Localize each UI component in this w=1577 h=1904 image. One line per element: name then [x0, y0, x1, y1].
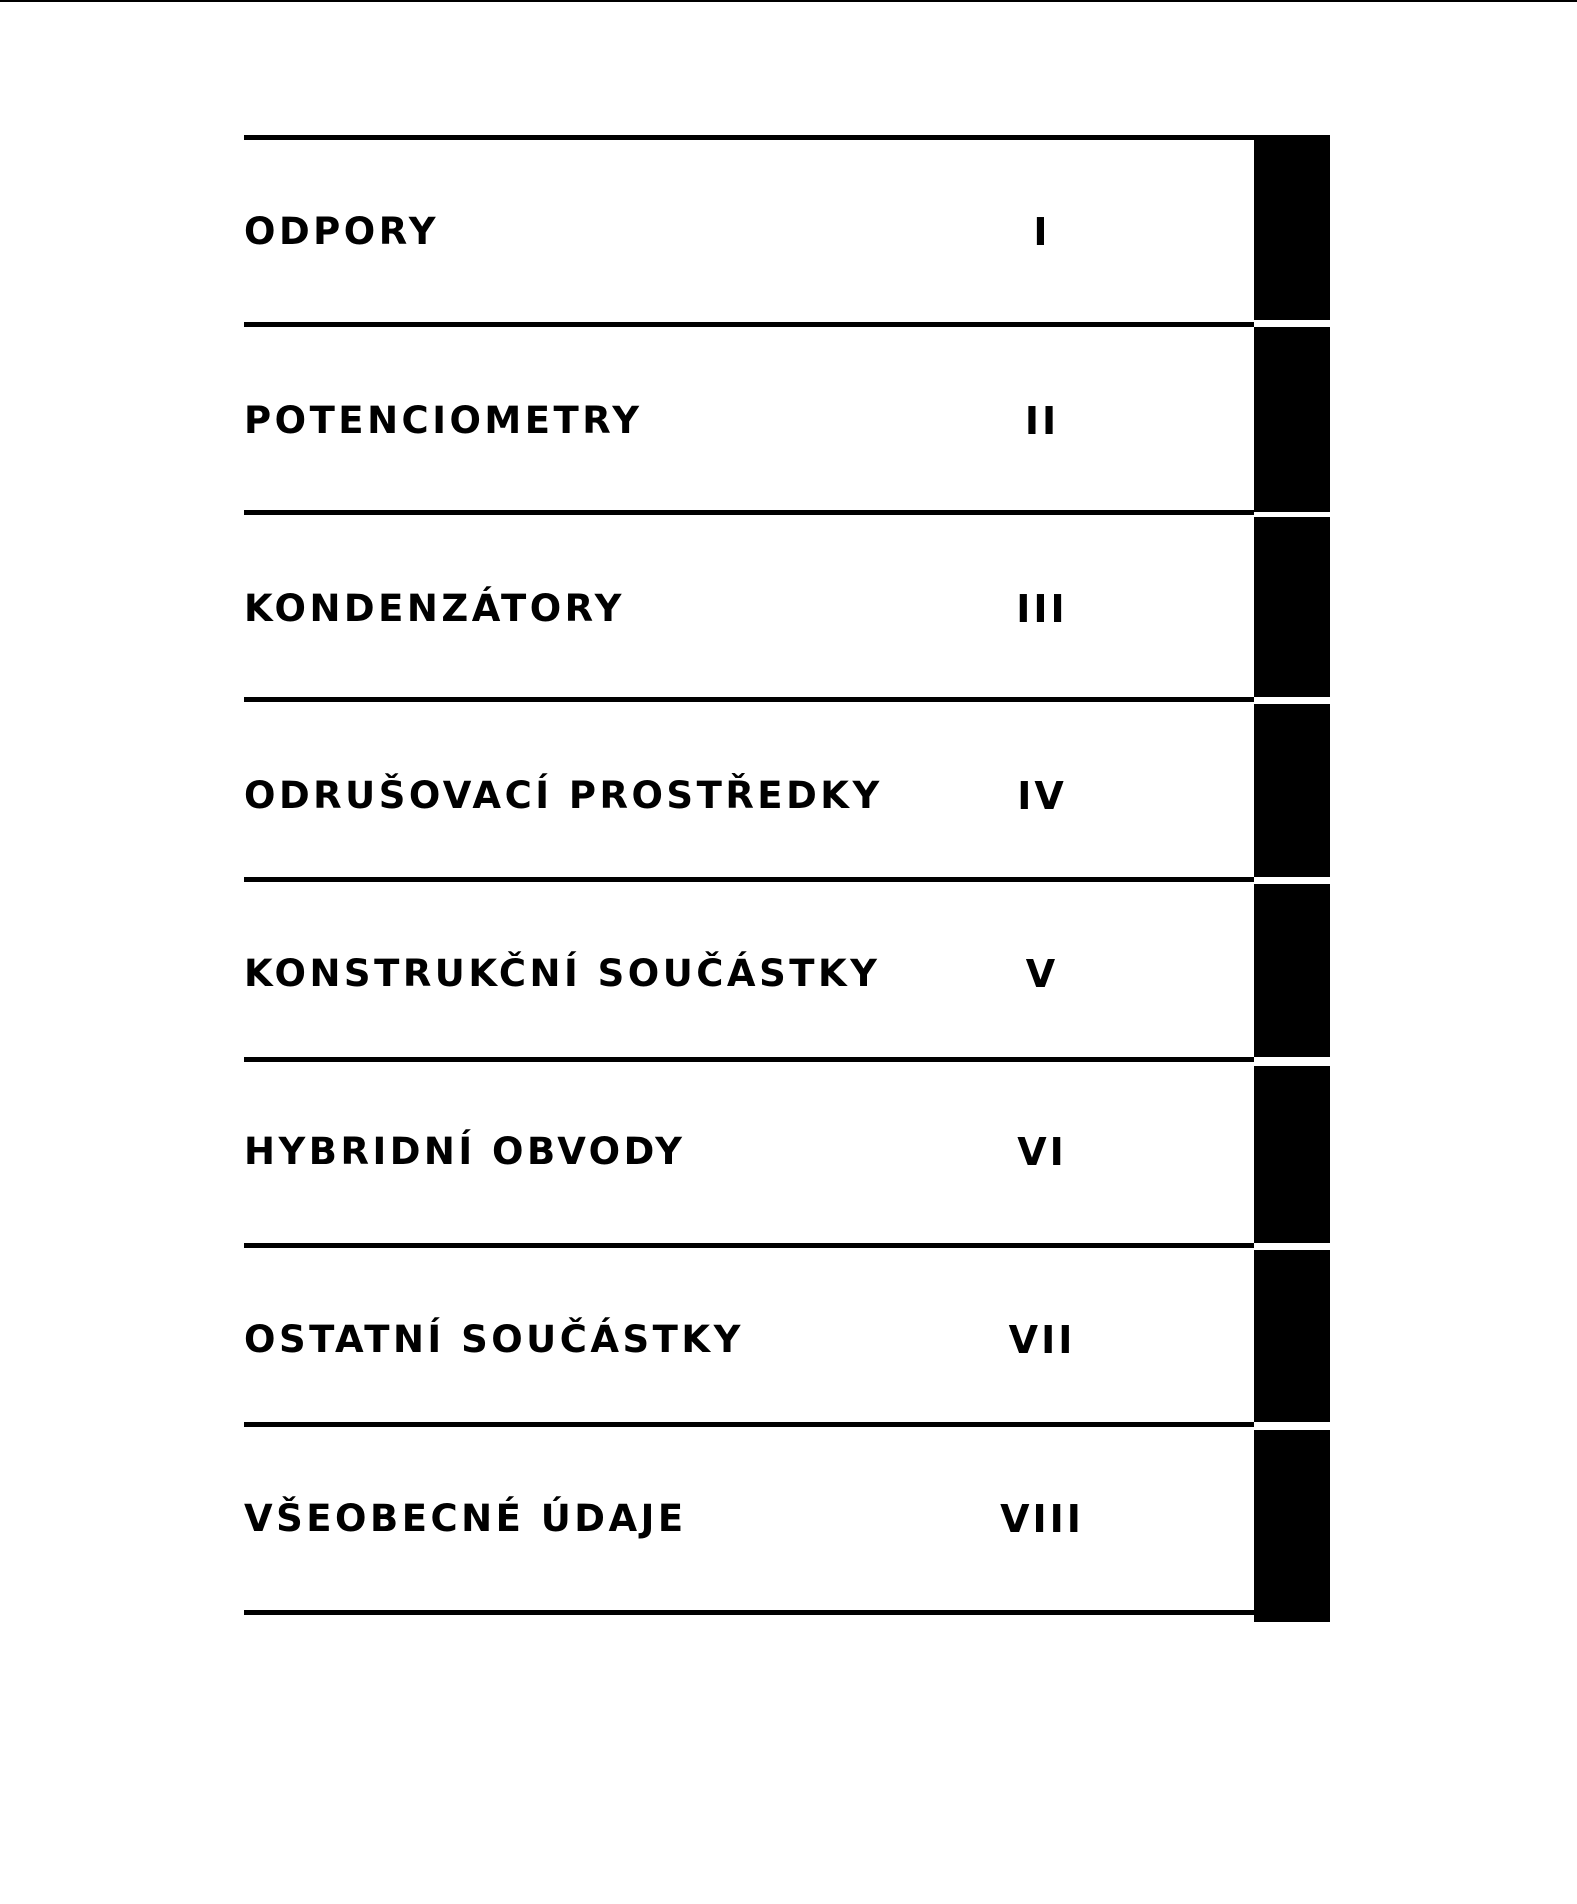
section-title-1: ODPORY — [244, 210, 439, 253]
section-tab-2[interactable] — [1254, 327, 1330, 512]
section-divider — [244, 1422, 1254, 1427]
section-title-4: ODRUŠOVACÍ PROSTŘEDKY — [244, 774, 883, 817]
section-title-5: KONSTRUKČNÍ SOUČÁSTKY — [244, 952, 881, 995]
section-divider — [244, 1243, 1254, 1248]
section-divider — [244, 135, 1254, 140]
section-title-3: KONDENZÁTORY — [244, 587, 625, 630]
section-divider — [244, 1610, 1254, 1615]
section-tab-6[interactable] — [1254, 1066, 1330, 1243]
section-divider — [244, 322, 1254, 327]
section-numeral-3: III — [1016, 587, 1068, 631]
section-numeral-4: IV — [1017, 774, 1067, 818]
section-tab-8[interactable] — [1254, 1430, 1330, 1622]
section-title-6: HYBRIDNÍ OBVODY — [244, 1130, 686, 1173]
section-numeral-8: VIII — [1000, 1497, 1084, 1541]
section-title-8: VŠEOBECNÉ ÚDAJE — [244, 1497, 687, 1540]
section-numeral-7: VII — [1008, 1318, 1076, 1362]
section-tab-7[interactable] — [1254, 1250, 1330, 1422]
section-numeral-5: V — [1025, 952, 1059, 996]
section-tab-4[interactable] — [1254, 704, 1330, 877]
section-divider — [244, 877, 1254, 882]
section-divider — [244, 510, 1254, 515]
section-divider — [244, 1057, 1254, 1062]
section-divider — [244, 697, 1254, 702]
section-title-2: POTENCIOMETRY — [244, 399, 643, 442]
section-numeral-2: II — [1024, 399, 1060, 443]
section-tab-5[interactable] — [1254, 884, 1330, 1057]
section-numeral-6: VI — [1017, 1130, 1067, 1174]
section-numeral-1: I — [1033, 210, 1051, 254]
section-tab-3[interactable] — [1254, 517, 1330, 697]
section-tab-1[interactable] — [1254, 135, 1330, 320]
section-title-7: OSTATNÍ SOUČÁSTKY — [244, 1318, 744, 1361]
